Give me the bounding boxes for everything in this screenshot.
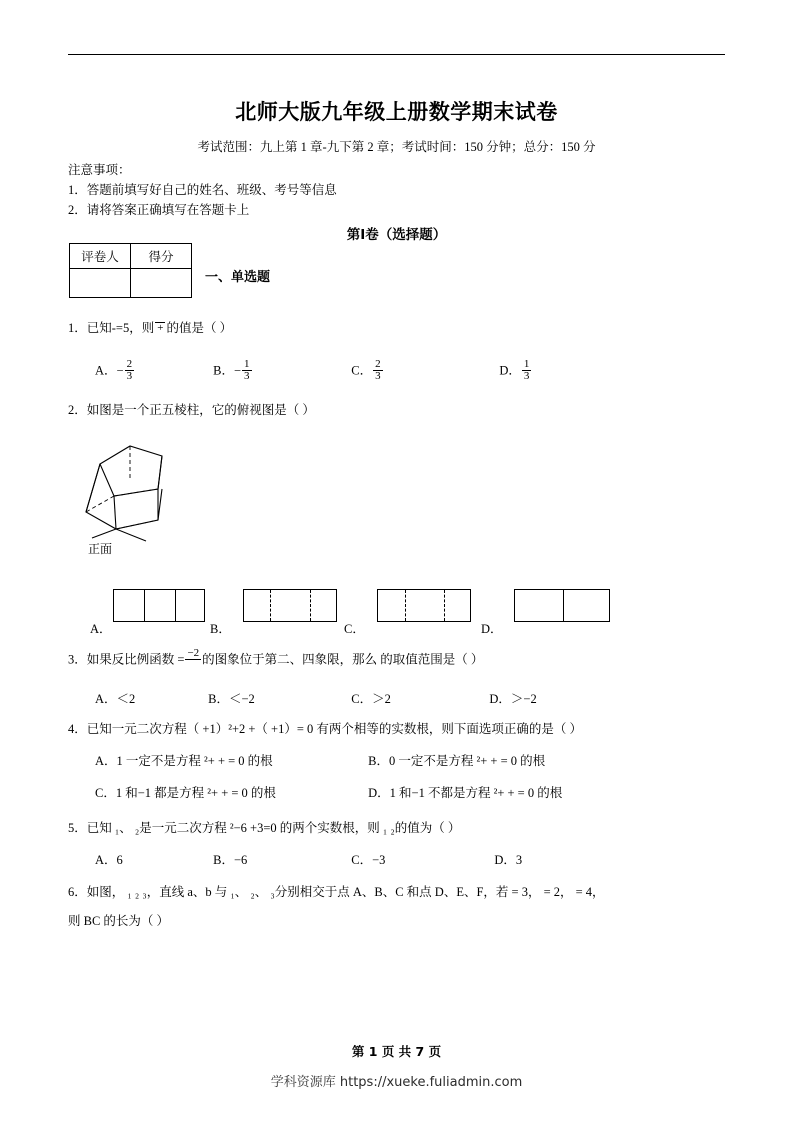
notice-block: [68, 160, 337, 220]
question-4-options-row-1: [95, 751, 545, 769]
question-5-stem: [68, 818, 460, 838]
question-5-option-c: C．−3: [351, 853, 386, 867]
question-1-option-d: D． $\frac{1}{3}$: [499, 358, 530, 382]
question-4-option-b: B．0 一定不是方程 ²+ + = 0 的根: [368, 754, 546, 768]
question-3-stem: [68, 649, 483, 672]
question-1-text: 已知-=5，则: [86, 321, 155, 335]
fraction-1-3: $\frac{1}{3}$: [244, 358, 250, 382]
question-2-option-b-figure: [243, 589, 337, 622]
notice-item-2: 2．请将答案正确填写在答题卡上: [68, 203, 250, 217]
question-4-option-a: A．1 一定不是方程 ²+ + = 0 的根: [95, 754, 273, 768]
question-3-fraction: −2: [185, 648, 201, 671]
notice-heading: 注意事项：: [68, 163, 131, 177]
question-2-option-c-figure: [377, 589, 471, 622]
question-2-stem: [68, 400, 315, 420]
question-5-option-d: D．3: [494, 853, 523, 867]
question-2-number: 2．: [68, 403, 87, 417]
question-6-number: 6．: [68, 885, 87, 899]
question-4-option-d: D．1 和−1 不都是方程 ²+ + = 0 的根: [368, 786, 563, 800]
question-3-option-b: B．＜−2: [208, 692, 255, 706]
question-3-text-mid: 的图象位于第二、四象限，那么 的取值范围是（ ）: [202, 652, 484, 667]
question-2-option-c-label: C．: [344, 622, 365, 636]
question-2-option-d-label: D．: [481, 622, 503, 636]
question-2-option-d-figure: [514, 589, 610, 622]
score-table-header-score: 得分: [131, 244, 192, 269]
fraction-1-3: $\frac{1}{3}$: [523, 358, 530, 382]
score-table: [69, 243, 192, 298]
question-1-stem: [68, 318, 232, 338]
question-1-option-a: A．− $\frac{2}{3}$: [95, 358, 133, 382]
sub-heading: 一、单选题: [205, 270, 271, 285]
page-number: 第 1 页 共 7 页: [351, 1044, 442, 1059]
notice-item-1: 1．答题前填写好自己的姓名、班级、考号等信息: [68, 183, 337, 197]
question-6-text-line-2: 则 BC 的长为（ ）: [68, 914, 170, 928]
question-5-option-b: B．−6: [213, 853, 248, 867]
question-1-option-c: C． $\frac{2}{3}$: [351, 358, 381, 382]
question-3-text: 如果反比例函数 =: [86, 652, 185, 667]
header-divider: [68, 54, 725, 55]
watermark: [0, 1071, 793, 1090]
question-5-options: [95, 850, 522, 868]
question-3-number: 3．: [68, 652, 87, 667]
table-row: [70, 269, 192, 298]
question-4-option-c: C．1 和−1 都是方程 ²+ + = 0 的根: [95, 786, 276, 800]
score-table-header-grader: 评卷人: [70, 244, 131, 269]
watermark-label: 学科资源库: [270, 1075, 336, 1090]
question-5-text: 已知 ₁、 ₂是一元二次方程 ²−6 +3=0 的两个实数根，则 ₁ ₂的值为（ ）: [86, 821, 461, 835]
fraction-2-3: $\frac{2}{3}$: [126, 358, 133, 382]
question-1-number: 1．: [68, 321, 87, 335]
question-5-number: 5．: [68, 821, 87, 835]
question-1-option-b: B．− $\frac{1}{3}$: [213, 358, 250, 382]
exam-subtitle: 考试范围：九上第 1 章-九下第 2 章；考试时间：150 分钟；总分：150 分: [197, 140, 596, 154]
question-4-stem: [68, 719, 582, 739]
question-3-option-a: A．＜2: [95, 692, 136, 706]
section-heading: 第Ⅰ卷（选择题）: [346, 227, 447, 243]
page-title: 北师大版九年级上册数学期末试卷: [235, 100, 558, 124]
watermark-site: https://xueke.fuliadmin.com: [339, 1075, 523, 1090]
table-row: [70, 244, 192, 269]
question-6-stem-line-1: [68, 882, 605, 902]
question-6-stem-line-2: [68, 911, 169, 931]
question-4-options-row-2: [95, 783, 562, 801]
question-1-options: [95, 360, 532, 383]
question-2-option-b-label: B．: [210, 622, 231, 636]
fraction-2-3: $\frac{2}{3}$: [375, 358, 381, 382]
question-5-option-a: A．6: [95, 853, 123, 867]
question-1-fraction: +: [157, 322, 164, 335]
question-2-option-a-figure: [113, 589, 205, 622]
question-2-option-a-label: A．: [90, 622, 112, 636]
score-table-cell-grader: [70, 269, 131, 298]
question-4-text: 已知一元二次方程（ +1）²+2 +（ +1）= 0 有两个相等的实数根，则下面选项正确的是（ ）: [86, 722, 583, 736]
question-3-option-c: C．＞2: [351, 692, 391, 706]
question-6-text-line-1: 如图， ₁ ₂ ₃，直线 a、b 与 ₁、 ₂、 ₃分别相交于点 A、B、C 和点 D、E、F，若 = 3， = 2， = 4，: [86, 885, 605, 899]
question-4-number: 4．: [68, 722, 87, 736]
question-3-option-d: D．＞−2: [489, 692, 537, 706]
question-1-text-tail: 的值是（ ）: [166, 321, 233, 335]
question-2-figure-label: 正面: [88, 542, 113, 556]
score-table-cell-score: [131, 269, 192, 298]
question-2-text: 如图是一个正五棱柱，它的俯视图是（ ）: [86, 403, 315, 417]
question-3-options: [95, 689, 537, 707]
